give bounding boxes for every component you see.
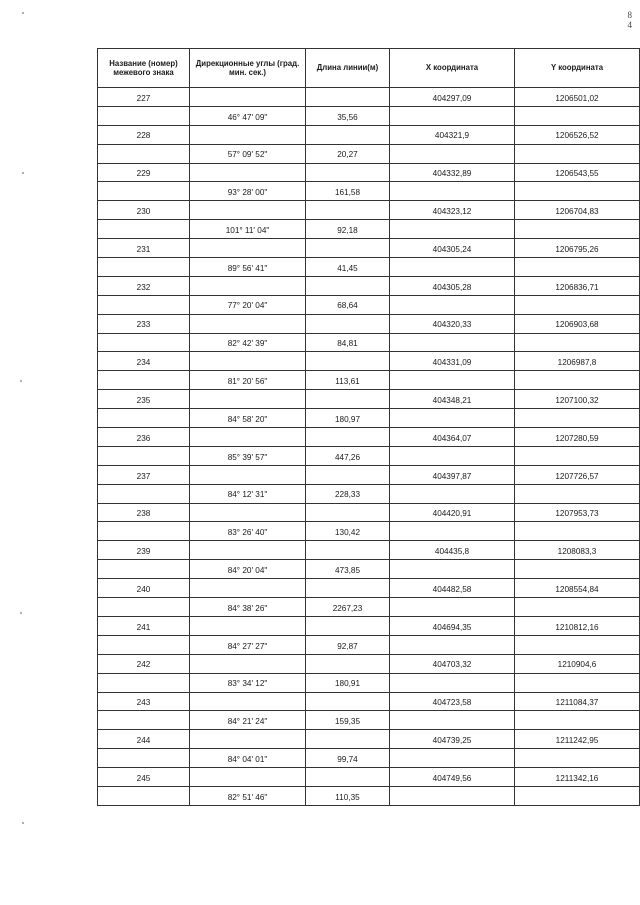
table-row-segment	[98, 409, 640, 428]
point-length-empty-cell	[306, 616, 390, 635]
segment-angle-cell: 84° 21' 24"	[190, 711, 306, 730]
point-angle-empty-cell	[190, 579, 306, 598]
point-y-cell: 1207726,57	[515, 465, 640, 484]
point-y-cell: 1206903,68	[515, 314, 640, 333]
segment-y-empty-cell	[515, 635, 640, 654]
segment-x-empty-cell	[390, 560, 515, 579]
page-number-mark	[628, 10, 633, 30]
segment-y-empty-cell	[515, 220, 640, 239]
point-x-cell: 404739,25	[390, 730, 515, 749]
table-row-segment	[98, 749, 640, 768]
segment-mark-empty-cell	[98, 258, 190, 277]
point-length-empty-cell	[306, 503, 390, 522]
point-x-cell: 404305,24	[390, 239, 515, 258]
segment-y-empty-cell	[515, 673, 640, 692]
segment-mark-empty-cell	[98, 711, 190, 730]
segment-length-cell: 473,85	[306, 560, 390, 579]
segment-mark-empty-cell	[98, 182, 190, 201]
segment-y-empty-cell	[515, 182, 640, 201]
point-length-empty-cell	[306, 239, 390, 258]
table-row-segment	[98, 711, 640, 730]
segment-y-empty-cell	[515, 144, 640, 163]
segment-x-empty-cell	[390, 333, 515, 352]
segment-mark-empty-cell	[98, 220, 190, 239]
segment-angle-cell: 84° 38' 26"	[190, 598, 306, 617]
segment-y-empty-cell	[515, 749, 640, 768]
segment-x-empty-cell	[390, 635, 515, 654]
point-x-cell: 404297,09	[390, 88, 515, 107]
segment-x-empty-cell	[390, 409, 515, 428]
segment-y-empty-cell	[515, 786, 640, 805]
point-length-empty-cell	[306, 654, 390, 673]
point-length-empty-cell	[306, 768, 390, 787]
segment-mark-empty-cell	[98, 484, 190, 503]
table-row-point	[98, 201, 640, 220]
header-angle: Дирекционные углы (град. мин. сек.)	[190, 49, 306, 88]
point-angle-empty-cell	[190, 88, 306, 107]
segment-y-empty-cell	[515, 371, 640, 390]
header-x: X координата	[390, 49, 515, 88]
point-x-cell: 404331,09	[390, 352, 515, 371]
point-x-cell: 404420,91	[390, 503, 515, 522]
point-mark-cell: 227	[98, 88, 190, 107]
segment-x-empty-cell	[390, 144, 515, 163]
point-mark-cell: 242	[98, 654, 190, 673]
table-row-point	[98, 314, 640, 333]
point-y-cell: 1208554,84	[515, 579, 640, 598]
point-angle-empty-cell	[190, 428, 306, 447]
segment-x-empty-cell	[390, 749, 515, 768]
segment-angle-cell: 46° 47' 09"	[190, 106, 306, 125]
segment-x-empty-cell	[390, 106, 515, 125]
point-x-cell: 404321,9	[390, 125, 515, 144]
point-y-cell: 1211242,95	[515, 730, 640, 749]
segment-length-cell: 20,27	[306, 144, 390, 163]
segment-angle-cell: 85° 39' 57"	[190, 446, 306, 465]
point-mark-cell: 241	[98, 616, 190, 635]
segment-length-cell: 159,35	[306, 711, 390, 730]
segment-x-empty-cell	[390, 598, 515, 617]
point-y-cell: 1207100,32	[515, 390, 640, 409]
segment-angle-cell: 83° 34' 12"	[190, 673, 306, 692]
table-row-segment	[98, 295, 640, 314]
point-mark-cell: 240	[98, 579, 190, 598]
segment-length-cell: 180,97	[306, 409, 390, 428]
segment-mark-empty-cell	[98, 673, 190, 692]
segment-length-cell: 180,91	[306, 673, 390, 692]
point-mark-cell: 239	[98, 541, 190, 560]
point-mark-cell: 233	[98, 314, 190, 333]
table-row-segment	[98, 106, 640, 125]
segment-angle-cell: 84° 12' 31"	[190, 484, 306, 503]
segment-angle-cell: 84° 27' 27"	[190, 635, 306, 654]
table-row-point	[98, 465, 640, 484]
segment-length-cell: 110,35	[306, 786, 390, 805]
point-x-cell: 404364,07	[390, 428, 515, 447]
point-angle-empty-cell	[190, 276, 306, 295]
table-row-point	[98, 276, 640, 295]
point-y-cell: 1206704,83	[515, 201, 640, 220]
segment-length-cell: 228,33	[306, 484, 390, 503]
point-mark-cell: 229	[98, 163, 190, 182]
segment-angle-cell: 82° 51' 46"	[190, 786, 306, 805]
segment-angle-cell: 101° 11' 04"	[190, 220, 306, 239]
point-x-cell: 404703,32	[390, 654, 515, 673]
segment-mark-empty-cell	[98, 371, 190, 390]
point-y-cell: 1206543,55	[515, 163, 640, 182]
point-mark-cell: 228	[98, 125, 190, 144]
point-x-cell: 404305,28	[390, 276, 515, 295]
segment-mark-empty-cell	[98, 409, 190, 428]
table-row-segment	[98, 598, 640, 617]
segment-angle-cell: 84° 20' 04"	[190, 560, 306, 579]
point-length-empty-cell	[306, 352, 390, 371]
point-mark-cell: 245	[98, 768, 190, 787]
table-row-segment	[98, 522, 640, 541]
point-length-empty-cell	[306, 390, 390, 409]
segment-y-empty-cell	[515, 409, 640, 428]
segment-angle-cell: 57° 09' 52"	[190, 144, 306, 163]
table-row-point	[98, 390, 640, 409]
table-row-point	[98, 616, 640, 635]
point-x-cell: 404332,89	[390, 163, 515, 182]
point-length-empty-cell	[306, 88, 390, 107]
segment-mark-empty-cell	[98, 446, 190, 465]
point-length-empty-cell	[306, 541, 390, 560]
point-x-cell: 404323,12	[390, 201, 515, 220]
point-y-cell: 1206836,71	[515, 276, 640, 295]
segment-mark-empty-cell	[98, 786, 190, 805]
point-y-cell: 1206501,02	[515, 88, 640, 107]
point-angle-empty-cell	[190, 125, 306, 144]
table-body	[98, 88, 640, 806]
point-length-empty-cell	[306, 201, 390, 220]
segment-x-empty-cell	[390, 711, 515, 730]
scan-speck	[20, 380, 22, 382]
point-x-cell: 404397,87	[390, 465, 515, 484]
point-length-empty-cell	[306, 692, 390, 711]
segment-y-empty-cell	[515, 560, 640, 579]
segment-length-cell: 2267,23	[306, 598, 390, 617]
point-y-cell: 1211342,16	[515, 768, 640, 787]
point-mark-cell: 234	[98, 352, 190, 371]
segment-mark-empty-cell	[98, 295, 190, 314]
point-x-cell: 404482,58	[390, 579, 515, 598]
point-y-cell: 1208083,3	[515, 541, 640, 560]
point-angle-empty-cell	[190, 201, 306, 220]
table-row-point	[98, 428, 640, 447]
segment-mark-empty-cell	[98, 106, 190, 125]
point-x-cell: 404723,58	[390, 692, 515, 711]
point-mark-cell: 235	[98, 390, 190, 409]
segment-y-empty-cell	[515, 333, 640, 352]
segment-mark-empty-cell	[98, 560, 190, 579]
table-row-segment	[98, 786, 640, 805]
table-row-point	[98, 730, 640, 749]
segment-y-empty-cell	[515, 106, 640, 125]
point-length-empty-cell	[306, 314, 390, 333]
segment-y-empty-cell	[515, 711, 640, 730]
table-row-segment	[98, 673, 640, 692]
table-row-segment	[98, 333, 640, 352]
segment-y-empty-cell	[515, 446, 640, 465]
table-row-point	[98, 352, 640, 371]
page-mark-line-2: 4	[627, 20, 632, 30]
point-angle-empty-cell	[190, 352, 306, 371]
point-mark-cell: 232	[98, 276, 190, 295]
point-y-cell: 1210812,16	[515, 616, 640, 635]
point-length-empty-cell	[306, 125, 390, 144]
point-angle-empty-cell	[190, 465, 306, 484]
segment-length-cell: 99,74	[306, 749, 390, 768]
point-mark-cell: 244	[98, 730, 190, 749]
point-mark-cell: 230	[98, 201, 190, 220]
segment-angle-cell: 82° 42' 39"	[190, 333, 306, 352]
point-x-cell: 404694,35	[390, 616, 515, 635]
segment-x-empty-cell	[390, 220, 515, 239]
segment-length-cell: 130,42	[306, 522, 390, 541]
table-row-point	[98, 239, 640, 258]
segment-length-cell: 41,45	[306, 258, 390, 277]
point-mark-cell: 237	[98, 465, 190, 484]
segment-length-cell: 92,87	[306, 635, 390, 654]
point-angle-empty-cell	[190, 503, 306, 522]
point-angle-empty-cell	[190, 163, 306, 182]
segment-angle-cell: 84° 58' 20"	[190, 409, 306, 428]
table-row-segment	[98, 371, 640, 390]
point-y-cell: 1206526,52	[515, 125, 640, 144]
table-header-row	[98, 49, 640, 88]
point-mark-cell: 243	[98, 692, 190, 711]
segment-x-empty-cell	[390, 484, 515, 503]
segment-angle-cell: 93° 28' 00"	[190, 182, 306, 201]
table-row-point	[98, 503, 640, 522]
segment-x-empty-cell	[390, 371, 515, 390]
scan-speck	[22, 822, 24, 824]
table-row-point	[98, 125, 640, 144]
segment-length-cell: 84,81	[306, 333, 390, 352]
segment-y-empty-cell	[515, 484, 640, 503]
scan-speck	[22, 12, 24, 14]
scan-speck	[20, 612, 22, 614]
point-angle-empty-cell	[190, 390, 306, 409]
header-mark: Название (номер) межевого знака	[98, 49, 190, 88]
point-angle-empty-cell	[190, 616, 306, 635]
point-x-cell: 404749,56	[390, 768, 515, 787]
segment-mark-empty-cell	[98, 144, 190, 163]
point-y-cell: 1207953,73	[515, 503, 640, 522]
point-angle-empty-cell	[190, 730, 306, 749]
segment-length-cell: 68,64	[306, 295, 390, 314]
point-length-empty-cell	[306, 465, 390, 484]
point-y-cell: 1210904,6	[515, 654, 640, 673]
point-y-cell: 1207280,59	[515, 428, 640, 447]
point-mark-cell: 238	[98, 503, 190, 522]
point-mark-cell: 231	[98, 239, 190, 258]
table-row-point	[98, 579, 640, 598]
point-y-cell: 1206795,26	[515, 239, 640, 258]
segment-x-empty-cell	[390, 786, 515, 805]
point-mark-cell: 236	[98, 428, 190, 447]
segment-length-cell: 447,26	[306, 446, 390, 465]
page-mark-line-1: 8	[627, 10, 632, 20]
table-row-segment	[98, 635, 640, 654]
segment-length-cell: 35,56	[306, 106, 390, 125]
segment-y-empty-cell	[515, 522, 640, 541]
segment-angle-cell: 77° 20' 04"	[190, 295, 306, 314]
table-row-segment	[98, 560, 640, 579]
point-length-empty-cell	[306, 579, 390, 598]
table-row-segment	[98, 446, 640, 465]
segment-y-empty-cell	[515, 295, 640, 314]
table-row-point	[98, 541, 640, 560]
point-x-cell: 404435,8	[390, 541, 515, 560]
point-length-empty-cell	[306, 276, 390, 295]
segment-mark-empty-cell	[98, 333, 190, 352]
point-length-empty-cell	[306, 730, 390, 749]
segment-angle-cell: 83° 26' 40"	[190, 522, 306, 541]
segment-angle-cell: 81° 20' 56"	[190, 371, 306, 390]
point-length-empty-cell	[306, 163, 390, 182]
table-row-segment	[98, 258, 640, 277]
point-angle-empty-cell	[190, 654, 306, 673]
table-row-point	[98, 768, 640, 787]
table-row-segment	[98, 484, 640, 503]
segment-y-empty-cell	[515, 598, 640, 617]
table-row-point	[98, 88, 640, 107]
point-x-cell: 404348,21	[390, 390, 515, 409]
header-y: Y координата	[515, 49, 640, 88]
point-angle-empty-cell	[190, 768, 306, 787]
segment-x-empty-cell	[390, 673, 515, 692]
point-length-empty-cell	[306, 428, 390, 447]
point-x-cell: 404320,33	[390, 314, 515, 333]
segment-length-cell: 161,58	[306, 182, 390, 201]
point-angle-empty-cell	[190, 314, 306, 333]
table-row-segment	[98, 144, 640, 163]
segment-x-empty-cell	[390, 295, 515, 314]
segment-x-empty-cell	[390, 446, 515, 465]
boundary-coordinates-table	[97, 48, 640, 806]
segment-mark-empty-cell	[98, 749, 190, 768]
segment-angle-cell: 89° 56' 41"	[190, 258, 306, 277]
segment-length-cell: 113,61	[306, 371, 390, 390]
segment-mark-empty-cell	[98, 522, 190, 541]
table-row-segment	[98, 220, 640, 239]
segment-y-empty-cell	[515, 258, 640, 277]
point-y-cell: 1206987,8	[515, 352, 640, 371]
segment-x-empty-cell	[390, 522, 515, 541]
point-angle-empty-cell	[190, 239, 306, 258]
segment-mark-empty-cell	[98, 635, 190, 654]
segment-x-empty-cell	[390, 182, 515, 201]
point-angle-empty-cell	[190, 541, 306, 560]
table-row-point	[98, 163, 640, 182]
point-angle-empty-cell	[190, 692, 306, 711]
segment-x-empty-cell	[390, 258, 515, 277]
segment-mark-empty-cell	[98, 598, 190, 617]
table-row-point	[98, 692, 640, 711]
segment-length-cell: 92,18	[306, 220, 390, 239]
table-row-point	[98, 654, 640, 673]
scan-speck	[22, 172, 24, 174]
table-row-segment	[98, 182, 640, 201]
segment-angle-cell: 84° 04' 01"	[190, 749, 306, 768]
header-length: Длина линии(м)	[306, 49, 390, 88]
point-y-cell: 1211084,37	[515, 692, 640, 711]
